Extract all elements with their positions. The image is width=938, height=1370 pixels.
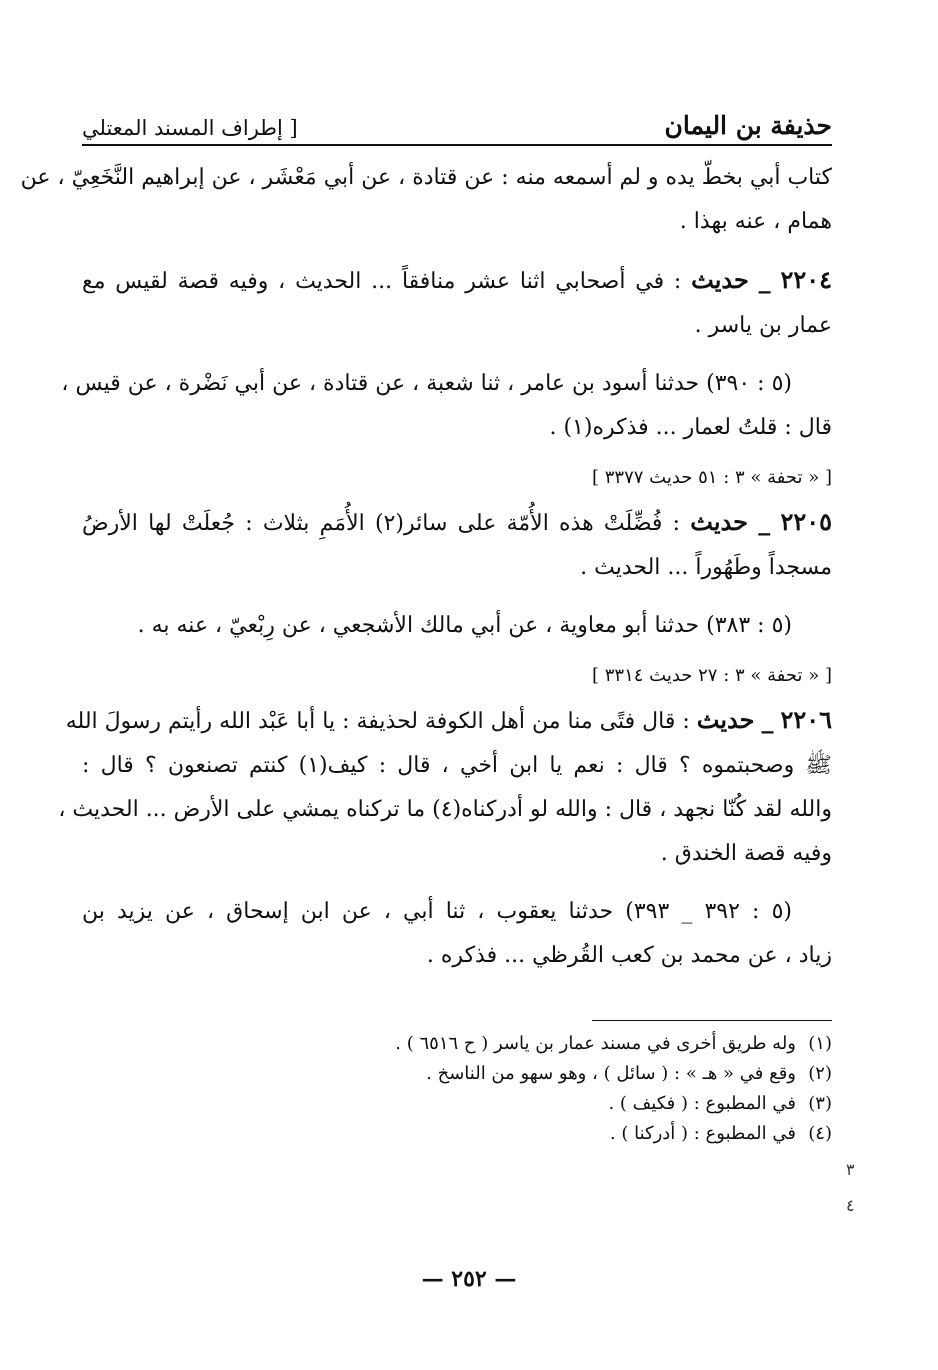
- hadith-text: : فُضِّلَتْ هذه الأُمّة على سائر(٢) الأُمَمِ بثلاث : جُعلَتْ لها الأرضُ: [82, 511, 681, 536]
- footnote-3: [82, 1089, 832, 1119]
- isnad-2205: [82, 604, 832, 648]
- hadith-2204: [82, 258, 832, 348]
- isnad-line: زياد ، عن محمد بن كعب القُرظي ... فذكره .: [426, 943, 832, 968]
- hadith-keyword: حديث: [690, 507, 748, 536]
- text-line: عمار بن ياسر .: [694, 313, 832, 338]
- hadith-keyword: حديث: [696, 705, 755, 734]
- text-line: همام ، عنه بهذا .: [679, 209, 832, 234]
- isnad-2206: [82, 890, 832, 978]
- footnote-1: [82, 1029, 832, 1059]
- hadith-keyword: حديث: [691, 265, 749, 294]
- isnad-line: (٥ : ٣٩٢ _ ٣٩٣) حدثنا يعقوب ، ثنا أبي ، عن ابن إسحاق ، عن يزيد بن: [82, 899, 792, 924]
- isnad-2204: [61, 362, 832, 450]
- tuhfa-reference: [ « تحفة » ٣ : ٢٧ حديث ٣٣١٤ ]: [592, 665, 832, 686]
- book-page: [20, 100, 833, 1300]
- page-number: — ٢٥٢ —: [421, 1266, 517, 1292]
- running-source: [ إطراف المسند المعتلي: [82, 116, 298, 140]
- text-line: والله لقد كُنّا نجهد ، قال : والله لو أدركناه(٤) ما تركناه يمشي على الأرض ... الحديث ،: [58, 797, 832, 822]
- isnad-line: قال : قلتُ لعمار ... فذكره(١) .: [549, 415, 832, 440]
- hadith-number: ٢٢٠٦: [780, 705, 832, 734]
- text-line: ﷺ وصحبتموه ؟ قال : نعم يا ابن أخي ، قال : كيف(١) كنتم تصنعون ؟ قال :: [82, 753, 832, 778]
- footnote-text: في المطبوع : ( فكيف ) .: [608, 1093, 796, 1114]
- hadith-text: : قال فتًى منا من أهل الكوفة لحذيفة : يا أبا عَبْد الله رأيتم رسولَ الله: [65, 709, 690, 734]
- running-header: [82, 100, 832, 146]
- hadith-first-line: ٢٢٠٦ _ حديث : قال فتًى منا من أهل الكوفة لحذيفة : يا أبا عَبْد الله رأيتم رسولَ الله: [65, 705, 832, 734]
- paragraph-continuation: [20, 156, 832, 244]
- text-line: كتاب أبي بخطّ يده و لم أسمعه منه : عن قتادة ، عن أبي مَعْشَر ، عن إبراهيم النَّخَعِيّ ، عن: [20, 165, 832, 190]
- footnote-marker: (٢): [808, 1063, 832, 1084]
- footnote-divider: [592, 1020, 832, 1021]
- text-line: مسجداً وطَهُوراً ... الحديث .: [580, 555, 832, 580]
- isnad-line: (٥ : ٣٨٣) حدثنا أبو معاوية ، عن أبي مالك الأشجعي ، عن رِبْعيّ ، عنه به .: [137, 613, 792, 638]
- text-line: وفيه قصة الخندق .: [660, 841, 832, 866]
- footnote-marker: (٤): [808, 1123, 832, 1144]
- running-title: حذيفة بن اليمان: [664, 111, 832, 140]
- hadith-first-line: ٢٢٠٥ _ حديث : فُضِّلَتْ هذه الأُمّة على سائر(٢) الأُمَمِ بثلاث : جُعلَتْ لها الأرضُ: [82, 507, 832, 536]
- hadith-2205: [82, 500, 832, 590]
- footnote-marker: (٣): [808, 1093, 832, 1114]
- footnote-text: وقع في « هـ » : ( سائل ) ، وهو سهو من الناسخ .: [426, 1063, 796, 1084]
- margin-mark: ٣: [846, 1160, 855, 1179]
- footnote-4: [82, 1119, 832, 1149]
- hadith-2206: [58, 698, 832, 876]
- margin-mark: ٤: [846, 1196, 855, 1215]
- footnote-text: في المطبوع : ( أدركنا ) .: [609, 1123, 796, 1144]
- hadith-first-line: ٢٢٠٤ _ حديث : في أصحابي اثنا عشر منافقاً ... الحديث ، وفيه قصة لقيس مع: [82, 265, 833, 294]
- hadith-number: ٢٢٠٥: [780, 507, 832, 536]
- footnote-2: [82, 1059, 832, 1089]
- footnote-marker: (١): [808, 1033, 832, 1054]
- hadith-number: ٢٢٠٤: [780, 265, 833, 294]
- hadith-text: : في أصحابي اثنا عشر منافقاً ... الحديث ، وفيه قصة لقيس مع: [82, 269, 682, 294]
- isnad-line: (٥ : ٣٩٠) حدثنا أسود بن عامر ، ثنا شعبة ، عن قتادة ، عن أبي نَضْرة ، عن قيس ،: [61, 371, 792, 396]
- tuhfa-reference: [ « تحفة » ٣ : ٥١ حديث ٣٣٧٧ ]: [592, 467, 832, 488]
- footnote-text: وله طريق أخرى في مسند عمار بن ياسر ( ح ٦٥١٦ ) .: [395, 1033, 796, 1054]
- footnotes: [82, 1029, 832, 1149]
